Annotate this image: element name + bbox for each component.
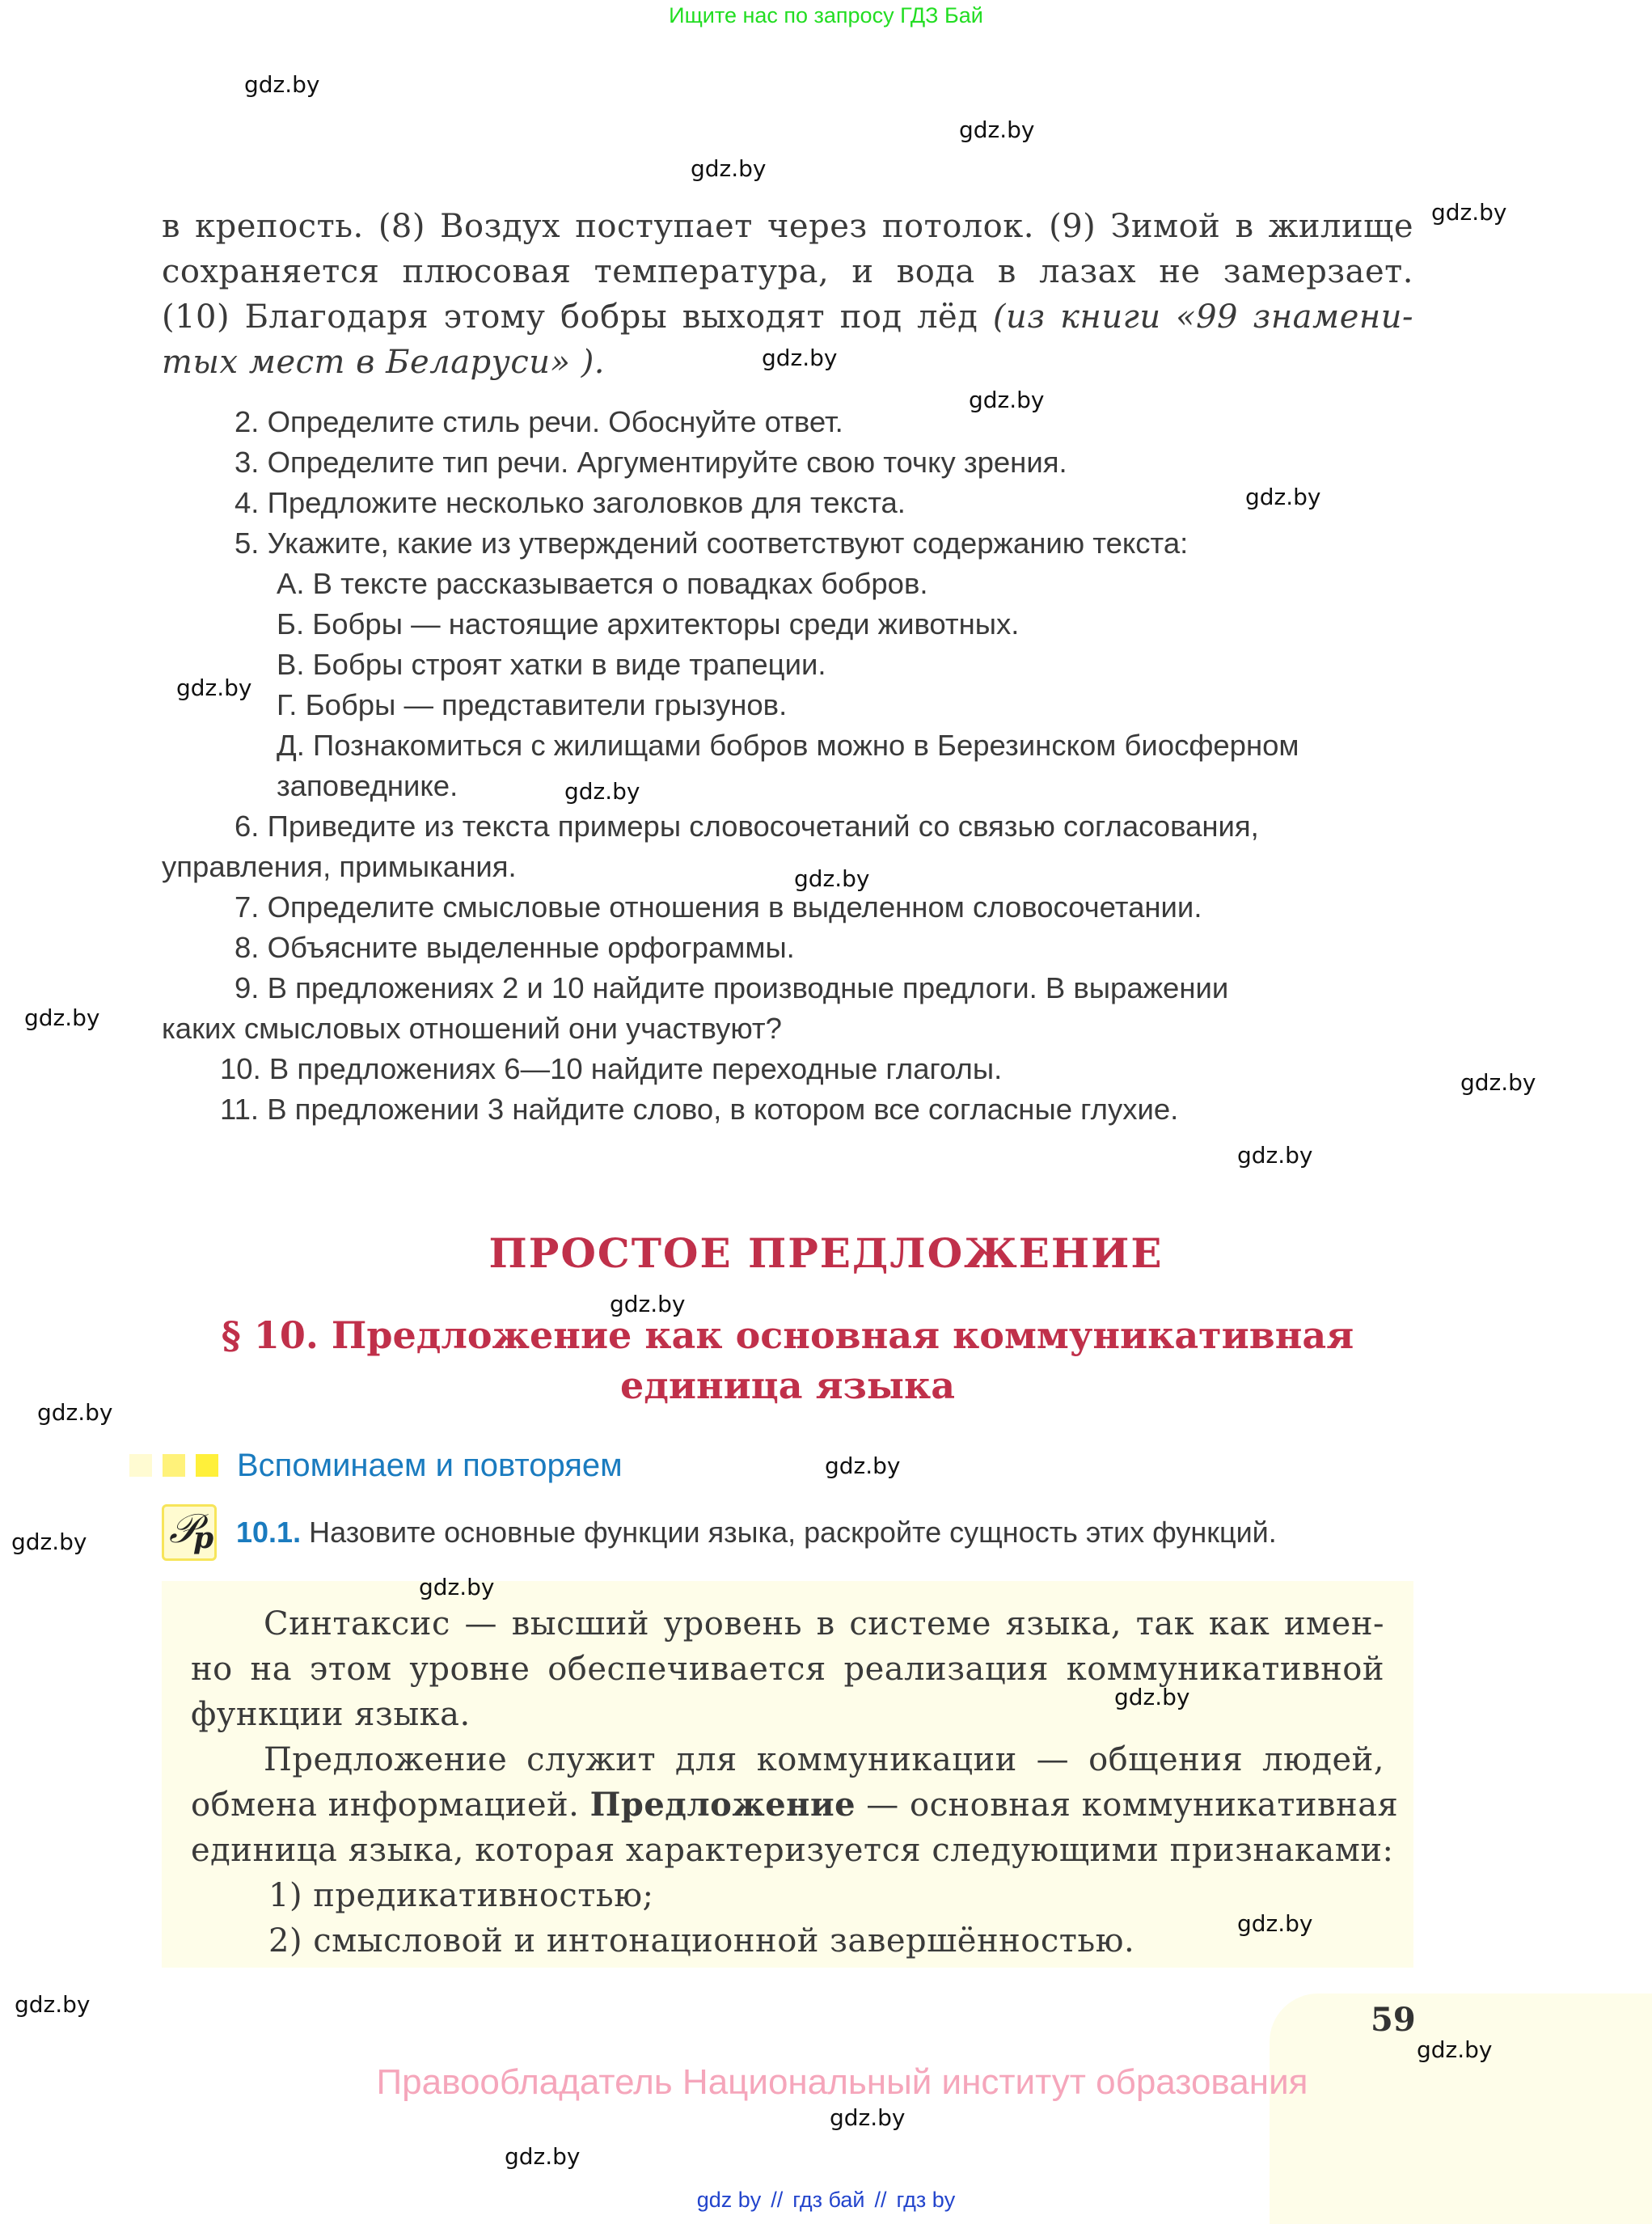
watermark: gdz.by [419,1574,495,1600]
watermark: gdz.by [11,1528,87,1555]
page-number: 59 [1371,2001,1416,2039]
questions-list [162,402,1413,1130]
text-line: Синтаксис — высший уровень в системе языка, так как имен- [264,1605,1384,1643]
text-line: функции языка. [191,1696,471,1733]
section-title-line: единица языка [619,1364,956,1407]
source-citation: тых мест в Беларуси» ). [162,344,606,381]
statement-option: Г. Бобры — представители грызунов. [277,688,788,721]
question-item: 11. В предложении 3 найдите слово, в котором все согласные глухие. [220,1093,1179,1126]
watermark: gdz.by [37,1399,113,1426]
source-citation: (из книги «99 знамени- [992,298,1413,336]
text-line: но на этом уровне обеспечивается реализация коммуникативной [191,1651,1384,1688]
watermark: gdz.by [691,155,767,182]
text-line: обмена информацией. Предложение — основная коммуникативная [191,1786,1399,1824]
question-item: 3. Определите тип речи. Аргументируйте свою точку зрения. [234,446,1067,479]
watermark: gdz.by [244,71,320,98]
rubric-square-icon [163,1454,185,1477]
text-line: сохраняется плюсовая температура, и вода в лазах не замерзает. [162,253,1413,290]
rubric-square-icon [196,1454,218,1477]
statement-option: Б. Бобры — настоящие архитекторы среди животных. [277,607,1020,641]
question-item: 8. Объясните выделенные орфограммы. [234,931,795,964]
question-item: 2. Определите стиль речи. Обоснуйте ответ. [234,405,843,438]
copyright-notice: Правообладатель Национальный институт образования [376,2062,1308,2102]
watermark: gdz.by [1431,199,1507,226]
search-banner: Ищите нас по запросу ГДЗ Бай [669,3,983,27]
exercise-number: 10.1. [236,1516,302,1549]
watermark: gdz.by [176,674,252,701]
watermark: gdz.by [1417,2036,1493,2063]
text-line: единица языка, которая характеризуется следующими признаками: [191,1832,1394,1869]
question-item: 6. Приведите из текста примеры словосочетаний со связью согласования, [234,810,1259,843]
rubric-square-icon [129,1454,152,1477]
watermark: gdz.by [564,778,640,805]
watermark: gdz.by [830,2104,906,2131]
watermark: gdz.by [610,1291,686,1317]
footer-link[interactable]: гдз by [896,2188,956,2212]
question-item-cont: управления, примыкания. [162,850,517,883]
statement-option: В. Бобры строят хатки в виде трапеции. [277,648,826,681]
feature-item: 2) смысловой и интонационной завершённостью. [268,1922,1135,1960]
watermark: gdz.by [1245,484,1321,510]
question-item: 4. Предложите несколько заголовков для текста. [234,486,906,519]
exercise-10-1 [162,1504,1277,1561]
question-item: 7. Определите смысловые отношения в выделенном словосочетании. [234,890,1202,924]
question-item-cont: каких смысловых отношений они участвуют? [162,1012,782,1045]
watermark: gdz.by [1237,1910,1313,1937]
theory-box [162,1581,1413,1968]
watermark: gdz.by [24,1004,100,1031]
text-line: (10) Благодаря этому бобры выходят под лёд (из книги «99 знамени- [162,298,1413,336]
watermark: gdz.by [969,387,1045,413]
rubric-label: Вспоминаем и повторяем [237,1447,623,1483]
watermark: gdz.by [762,345,838,371]
section-title [162,1310,1413,1410]
statement-option: А. В тексте рассказывается о повадках бобров. [277,567,928,600]
watermark: gdz.by [1237,1142,1313,1169]
statement-option-cont: заповеднике. [277,769,458,802]
question-item: 10. В предложениях 6—10 найдите переходные глаголы. [220,1052,1003,1085]
watermark: gdz.by [794,865,870,892]
watermark: gdz.by [15,1991,91,2018]
rubric-recall [129,1445,623,1486]
watermark: gdz.by [1460,1069,1536,1096]
section-title-line: § 10. Предложение как основная коммуникативная [221,1313,1354,1357]
footer-link[interactable]: гдз бай [792,2188,865,2212]
speech-development-icon: 𝒫 p [162,1504,217,1561]
text-line: Предложение служит для коммуникации — общения людей, [264,1741,1384,1778]
question-item: 9. В предложениях 2 и 10 найдите производные предлоги. В выражении [234,971,1229,1004]
watermark: gdz.by [505,2143,581,2170]
text-line: в крепость. (8) Воздух поступает через потолок. (9) Зимой в жилище [162,208,1413,245]
statement-option: Д. Познакомиться с жилищами бобров можно в Березинском биосферном [277,729,1299,762]
term-definition: Предложение [589,1786,856,1824]
watermark: gdz.by [959,116,1035,143]
question-item: 5. Укажите, какие из утверждений соответствуют содержанию текста: [234,526,1189,560]
watermark: gdz.by [825,1452,901,1479]
footer-link[interactable]: gdz by [696,2188,762,2212]
exercise-text: Назовите основные функции языка, раскройте сущность этих функций. [309,1516,1277,1549]
feature-item: 1) предикативностью; [268,1877,654,1914]
footer-links: gdz by // гдз бай // гдз by [696,2188,956,2212]
watermark: gdz.by [1114,1684,1190,1710]
chapter-title: ПРОСТОЕ ПРЕДЛОЖЕНИЕ [488,1229,1164,1277]
theory-text [191,1601,1399,1964]
